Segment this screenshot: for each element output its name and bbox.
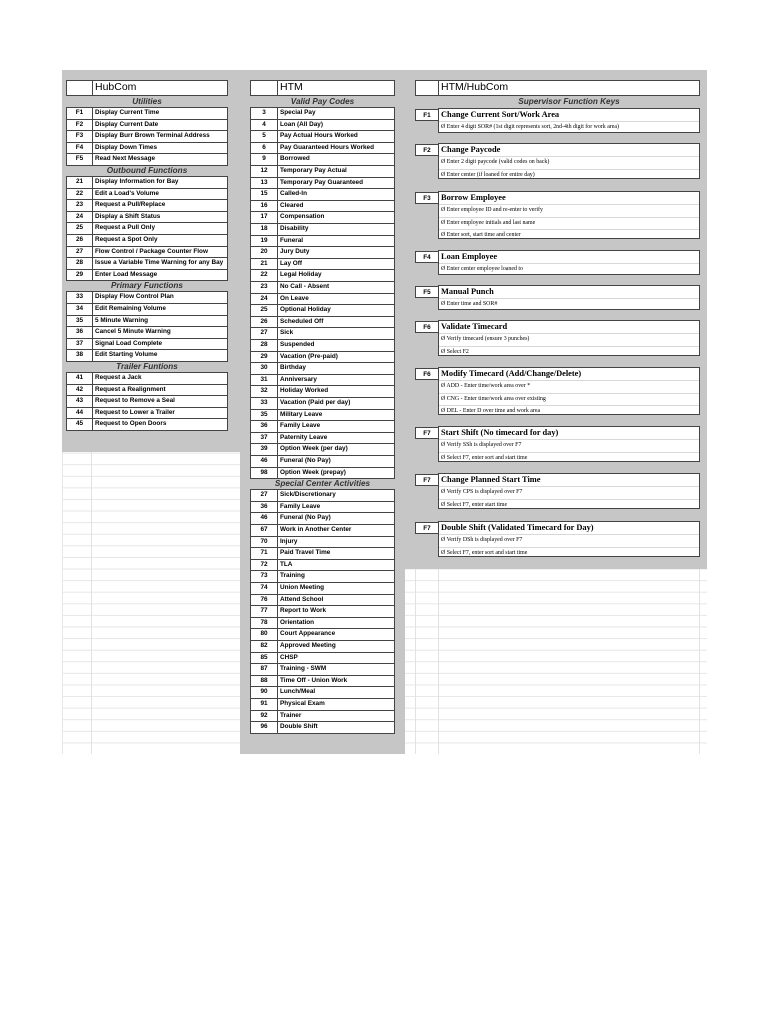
supervisor-item-step: Ø Enter employee ID and re-enter to verify xyxy=(439,204,699,217)
tbl-htm-code-cell: 23 xyxy=(250,281,278,294)
tbl-hubcom-desc-cell: Request a Pull Only xyxy=(92,222,228,235)
tbl-hubcom-code-cell: 29 xyxy=(66,269,93,282)
tbl-htm-desc-cell: Lay Off xyxy=(277,258,395,271)
tbl-hubcom-desc-cell: Read Next Message xyxy=(92,153,228,166)
supervisor-item-step: Ø Verify timecard (ensure 3 punches) xyxy=(439,333,699,346)
tbl-hubcom-desc-cell: Edit Remaining Volume xyxy=(92,303,228,316)
tbl-hubcom-code-cell: 27 xyxy=(66,246,93,259)
tbl-htm-code-cell: 5 xyxy=(250,130,278,143)
tbl-htm-desc-cell: CHSP xyxy=(277,652,395,665)
supervisor-item-title: Loan Employee xyxy=(441,252,498,261)
tbl-hubcom-section-heading: Utilities xyxy=(132,97,162,106)
supervisor-item-step: Ø Verify CPS is displayed over F7 xyxy=(439,486,699,499)
tbl-htm-desc-cell: Suspended xyxy=(277,339,395,352)
tbl-htm-desc-cell: Vacation (Pre-paid) xyxy=(277,351,395,364)
tbl-hubcom-desc-cell: Display Burr Brown Terminal Address xyxy=(92,130,228,143)
tbl-hubcom-code-cell: 37 xyxy=(66,338,93,351)
supervisor-item-panel xyxy=(438,367,700,415)
supervisor-item-step: Ø DEL - Enter D over time and work area xyxy=(439,405,699,418)
tbl-htm-desc-cell: Funeral xyxy=(277,235,395,248)
tbl-hubcom-section-heading: Primary Functions xyxy=(111,281,183,291)
supervisor-item-panel xyxy=(438,320,700,356)
tbl-hubcom-code-cell: F1 xyxy=(66,107,93,120)
tbl-htm-code-cell: 35 xyxy=(250,409,278,422)
tbl-htm-section-heading: Special Center Activities xyxy=(274,479,371,489)
tbl-htm-code-cell: 20 xyxy=(250,246,278,259)
tbl-htm-desc-cell: Borrowed xyxy=(277,153,395,166)
tbl-htm-code-cell: 6 xyxy=(250,142,278,155)
tbl-htm-desc-cell: Double Shift xyxy=(277,721,395,734)
supervisor-item-panel xyxy=(438,285,700,310)
tbl-hubcom-code-cell: F3 xyxy=(66,130,93,143)
function-key-f6[interactable]: F6 xyxy=(415,321,439,333)
tbl-htm-desc-cell: Pay Guaranteed Hours Worked xyxy=(277,142,395,155)
tbl-hubcom-desc-cell: Request to Remove a Seal xyxy=(92,395,228,408)
supervisor-header-blank xyxy=(415,80,439,96)
supervisor-section-heading: Supervisor Function Keys xyxy=(518,97,620,106)
supervisor-title: HTM/HubCom xyxy=(438,80,700,96)
tbl-hubcom-desc-cell: Signal Load Complete xyxy=(92,338,228,351)
tbl-hubcom-code-cell: 33 xyxy=(66,291,93,304)
supervisor-item-step: Ø CNG - Enter time/work area over existing xyxy=(439,393,699,406)
tbl-htm-code-cell: 78 xyxy=(250,617,278,630)
tbl-htm-code-cell: 13 xyxy=(250,177,278,190)
supervisor-item-step: Ø Verify DSh is displayed over F7 xyxy=(439,534,699,547)
tbl-htm-desc-cell: Union Meeting xyxy=(277,582,395,595)
tbl-htm-code-cell: 21 xyxy=(250,258,278,271)
tbl-htm-code-cell: 32 xyxy=(250,385,278,398)
tbl-hubcom-code-cell: 24 xyxy=(66,211,93,224)
tbl-htm-desc-cell: Holiday Worked xyxy=(277,385,395,398)
tbl-htm-code-cell: 76 xyxy=(250,594,278,607)
tbl-htm-desc-cell: Option Week (per day) xyxy=(277,443,395,456)
function-key-f3[interactable]: F3 xyxy=(415,192,439,204)
supervisor-item-step: Ø Verify SSh is displayed over F7 xyxy=(439,439,699,452)
tbl-hubcom-desc-cell: Request a Realignment xyxy=(92,384,228,397)
tbl-hubcom-desc-cell: Request a Pull/Replace xyxy=(92,199,228,212)
tbl-hubcom-header-blank xyxy=(66,80,93,96)
tbl-htm-desc-cell: Sick/Discretionary xyxy=(277,489,395,502)
tbl-htm-code-cell: 46 xyxy=(250,455,278,468)
tbl-hubcom-desc-cell: Display Down Times xyxy=(92,142,228,155)
supervisor-item-panel xyxy=(438,191,700,239)
tbl-htm-code-cell: 96 xyxy=(250,721,278,734)
supervisor-item-step: Ø Select F2 xyxy=(439,346,699,359)
tbl-htm-code-cell: 39 xyxy=(250,443,278,456)
tbl-htm-code-cell: 77 xyxy=(250,605,278,618)
tbl-htm-desc-cell: TLA xyxy=(277,559,395,572)
tbl-hubcom-code-cell: 35 xyxy=(66,315,93,328)
tbl-hubcom-code-cell: F2 xyxy=(66,119,93,132)
tbl-htm-code-cell: 88 xyxy=(250,675,278,688)
tbl-htm-code-cell: 80 xyxy=(250,628,278,641)
tbl-htm-section-heading: Valid Pay Codes xyxy=(290,97,355,106)
tbl-htm-code-cell: 46 xyxy=(250,512,278,525)
tbl-htm-code-cell: 24 xyxy=(250,293,278,306)
supervisor-item-panel xyxy=(438,521,700,557)
tbl-htm-desc-cell: Cleared xyxy=(277,200,395,213)
tbl-hubcom-code-cell: 45 xyxy=(66,418,93,431)
tbl-htm-code-cell: 26 xyxy=(250,316,278,329)
tbl-htm-desc-cell: Legal Holiday xyxy=(277,269,395,282)
tbl-htm-code-cell: 87 xyxy=(250,663,278,676)
tbl-hubcom-desc-cell: Display Current Time xyxy=(92,107,228,120)
tbl-htm-desc-cell: Paid Travel Time xyxy=(277,547,395,560)
tbl-hubcom-code-cell: 23 xyxy=(66,199,93,212)
tbl-htm-code-cell: 29 xyxy=(250,351,278,364)
tbl-htm-desc-cell: Time Off - Union Work xyxy=(277,675,395,688)
supervisor-item-title: Change Planned Start Time xyxy=(441,475,541,484)
function-key-f6[interactable]: F6 xyxy=(415,368,439,380)
tbl-hubcom-desc-cell: Enter Load Message xyxy=(92,269,228,282)
tbl-hubcom-desc-cell: Cancel 5 Minute Warning xyxy=(92,326,228,339)
tbl-hubcom-desc-cell: Request to Lower a Trailer xyxy=(92,407,228,420)
tbl-htm-code-cell: 72 xyxy=(250,559,278,572)
tbl-hubcom-code-cell: 43 xyxy=(66,395,93,408)
supervisor-item-step: Ø ADD - Enter time/work area over * xyxy=(439,380,699,393)
tbl-htm-desc-cell: Temporary Pay Guaranteed xyxy=(277,177,395,190)
supervisor-item-panel xyxy=(438,473,700,509)
tbl-htm-code-cell: 98 xyxy=(250,467,278,480)
tbl-htm-code-cell: 9 xyxy=(250,153,278,166)
tbl-htm-desc-cell: Loan (All Day) xyxy=(277,119,395,132)
tbl-htm-code-cell: 22 xyxy=(250,269,278,282)
tbl-hubcom-desc-cell: Issue a Variable Time Warning for any Bay xyxy=(92,257,228,270)
tbl-htm-code-cell: 33 xyxy=(250,397,278,410)
tbl-hubcom-code-cell: 44 xyxy=(66,407,93,420)
spreadsheet xyxy=(62,70,707,754)
tbl-htm-desc-cell: Jury Duty xyxy=(277,246,395,259)
supervisor-item-step: Ø Enter center (if loaned for entire day) xyxy=(439,169,699,182)
tbl-hubcom-desc-cell: Display Information for Bay xyxy=(92,176,228,189)
tbl-htm-desc-cell: Training - SWM xyxy=(277,663,395,676)
tbl-htm-code-cell: 25 xyxy=(250,304,278,317)
tbl-htm-code-cell: 27 xyxy=(250,327,278,340)
supervisor-item-panel xyxy=(438,143,700,179)
tbl-htm-desc-cell: Court Appearance xyxy=(277,628,395,641)
tbl-hubcom-code-cell: 28 xyxy=(66,257,93,270)
tbl-hubcom-code-cell: F5 xyxy=(66,153,93,166)
supervisor-item-panel xyxy=(438,250,700,275)
tbl-htm-desc-cell: Military Leave xyxy=(277,409,395,422)
tbl-htm-code-cell: 92 xyxy=(250,710,278,723)
tbl-htm-desc-cell: Birthday xyxy=(277,362,395,375)
tbl-htm-desc-cell: Approved Meeting xyxy=(277,640,395,653)
supervisor-item-title: Double Shift (Validated Timecard for Day) xyxy=(441,523,594,532)
tbl-htm-code-cell: 70 xyxy=(250,536,278,549)
tbl-hubcom-code-cell: 22 xyxy=(66,188,93,201)
tbl-htm-code-cell: 90 xyxy=(250,686,278,699)
function-key-f1[interactable]: F1 xyxy=(415,109,439,121)
supervisor-item-step: Ø Enter sort, start time and center xyxy=(439,229,699,242)
tbl-hubcom-code-cell: 36 xyxy=(66,326,93,339)
tbl-htm-desc-cell: Called-In xyxy=(277,188,395,201)
supervisor-item-title: Change Current Sort/Work Area xyxy=(441,110,560,119)
tbl-htm-code-cell: 36 xyxy=(250,420,278,433)
supervisor-item-title: Manual Punch xyxy=(441,287,494,296)
tbl-htm-code-cell: 3 xyxy=(250,107,278,120)
supervisor-item-step: Ø Enter time and SOR# xyxy=(439,298,699,311)
tbl-hubcom-code-cell: 25 xyxy=(66,222,93,235)
supervisor-item-title: Change Paycode xyxy=(441,145,501,154)
tbl-htm-desc-cell: No Call - Absent xyxy=(277,281,395,294)
tbl-htm-title: HTM xyxy=(277,80,395,96)
function-key-f4[interactable]: F4 xyxy=(415,251,439,263)
tbl-htm-code-cell: 16 xyxy=(250,200,278,213)
tbl-hubcom-code-cell: 26 xyxy=(66,234,93,247)
tbl-htm-code-cell: 36 xyxy=(250,501,278,514)
tbl-htm-code-cell: 18 xyxy=(250,223,278,236)
supervisor-item-title: Start Shift (No timecard for day) xyxy=(441,428,559,437)
tbl-hubcom-desc-cell: Edit Starting Volume xyxy=(92,349,228,362)
supervisor-item-step: Ø Enter center employee loaned to xyxy=(439,263,699,276)
tbl-hubcom-section-heading: Trailer Funtions xyxy=(116,362,178,371)
tbl-htm-desc-cell: Sick xyxy=(277,327,395,340)
tbl-hubcom-desc-cell: Request a Jack xyxy=(92,372,228,385)
tbl-hubcom-desc-cell: Request to Open Doors xyxy=(92,418,228,431)
tbl-htm-desc-cell: Optional Holiday xyxy=(277,304,395,317)
tbl-htm-desc-cell: Special Pay xyxy=(277,107,395,120)
tbl-hubcom-code-cell: 34 xyxy=(66,303,93,316)
tbl-htm-code-cell: 73 xyxy=(250,570,278,583)
supervisor-item-step: Ø Select F7, enter start time xyxy=(439,499,699,512)
tbl-hubcom-desc-cell: Edit a Load's Volume xyxy=(92,188,228,201)
tbl-htm-code-cell: 71 xyxy=(250,547,278,560)
function-key-f2[interactable]: F2 xyxy=(415,144,439,156)
tbl-htm-code-cell: 19 xyxy=(250,235,278,248)
tbl-htm-desc-cell: Disability xyxy=(277,223,395,236)
supervisor-item-step: Ø Select F7, enter sort and start time xyxy=(439,452,699,465)
tbl-htm-desc-cell: Physical Exam xyxy=(277,698,395,711)
tbl-hubcom-desc-cell: Display Flow Control Plan xyxy=(92,291,228,304)
tbl-hubcom-desc-cell: Display Current Date xyxy=(92,119,228,132)
tbl-htm-code-cell: 17 xyxy=(250,211,278,224)
tbl-htm-desc-cell: Anniversary xyxy=(277,374,395,387)
tbl-hubcom-section-heading: Outbound Functions xyxy=(106,166,188,175)
tbl-htm-code-cell: 27 xyxy=(250,489,278,502)
tbl-htm-desc-cell: Funeral (No Pay) xyxy=(277,512,395,525)
tbl-htm-desc-cell: Vacation (Paid per day) xyxy=(277,397,395,410)
tbl-htm-desc-cell: Compensation xyxy=(277,211,395,224)
tbl-htm-code-cell: 30 xyxy=(250,362,278,375)
tbl-htm-desc-cell: Report to Work xyxy=(277,605,395,618)
function-key-f7[interactable]: F7 xyxy=(415,427,439,439)
function-key-f7[interactable]: F7 xyxy=(415,522,439,534)
tbl-htm-desc-cell: Option Week (prepay) xyxy=(277,467,395,480)
tbl-htm-desc-cell: On Leave xyxy=(277,293,395,306)
supervisor-item-title: Validate Timecard xyxy=(441,322,508,331)
tbl-htm-code-cell: 82 xyxy=(250,640,278,653)
tbl-htm-code-cell: 91 xyxy=(250,698,278,711)
supervisor-item-panel xyxy=(438,108,700,133)
supervisor-item-step: Ø Enter employee initials and last name xyxy=(439,217,699,230)
tbl-htm-desc-cell: Funeral (No Pay) xyxy=(277,455,395,468)
tbl-htm-code-cell: 85 xyxy=(250,652,278,665)
tbl-htm-code-cell: 37 xyxy=(250,432,278,445)
tbl-htm-desc-cell: Attend School xyxy=(277,594,395,607)
supervisor-item-title: Modify Timecard (Add/Change/Delete) xyxy=(441,369,582,378)
tbl-htm-header-blank xyxy=(250,80,278,96)
tbl-hubcom-desc-cell: Request a Spot Only xyxy=(92,234,228,247)
function-key-f5[interactable]: F5 xyxy=(415,286,439,298)
tbl-htm-desc-cell: Paternity Leave xyxy=(277,432,395,445)
tbl-htm-code-cell: 15 xyxy=(250,188,278,201)
supervisor-item-title: Borrow Employee xyxy=(441,193,506,202)
tbl-htm-desc-cell: Lunch/Meal xyxy=(277,686,395,699)
tbl-hubcom-code-cell: 42 xyxy=(66,384,93,397)
tbl-hubcom-code-cell: 21 xyxy=(66,176,93,189)
tbl-htm-code-cell: 74 xyxy=(250,582,278,595)
tbl-hubcom-desc-cell: Flow Control / Package Counter Flow xyxy=(92,246,228,259)
supervisor-item-step: Ø Enter 2 digit paycode (valid codes on back) xyxy=(439,156,699,169)
tbl-htm-desc-cell: Work in Another Center xyxy=(277,524,395,537)
tbl-htm-code-cell: 12 xyxy=(250,165,278,178)
tbl-htm-desc-cell: Injury xyxy=(277,536,395,549)
tbl-hubcom-desc-cell: Display a Shift Status xyxy=(92,211,228,224)
tbl-htm-desc-cell: Family Leave xyxy=(277,501,395,514)
tbl-htm-desc-cell: Orientation xyxy=(277,617,395,630)
tbl-htm-code-cell: 67 xyxy=(250,524,278,537)
tbl-hubcom-code-cell: 41 xyxy=(66,372,93,385)
tbl-htm-code-cell: 28 xyxy=(250,339,278,352)
tbl-hubcom-desc-cell: 5 Minute Warning xyxy=(92,315,228,328)
tbl-htm-desc-cell: Training xyxy=(277,570,395,583)
tbl-htm-desc-cell: Scheduled Off xyxy=(277,316,395,329)
function-key-f7[interactable]: F7 xyxy=(415,474,439,486)
tbl-hubcom-title: HubCom xyxy=(92,80,228,96)
supervisor-item-panel xyxy=(438,426,700,462)
tbl-htm-code-cell: 31 xyxy=(250,374,278,387)
tbl-htm-desc-cell: Family Leave xyxy=(277,420,395,433)
tbl-htm-desc-cell: Trainer xyxy=(277,710,395,723)
tbl-htm-code-cell: 4 xyxy=(250,119,278,132)
tbl-htm-desc-cell: Temporary Pay Actual xyxy=(277,165,395,178)
tbl-hubcom-code-cell: F4 xyxy=(66,142,93,155)
tbl-hubcom-code-cell: 38 xyxy=(66,349,93,362)
supervisor-item-step: Ø Select F7, enter sort and start time xyxy=(439,547,699,560)
tbl-htm-desc-cell: Pay Actual Hours Worked xyxy=(277,130,395,143)
supervisor-item-step: Ø Enter 4 digit SOR# (1st digit represents sort, 2nd-4th digit for work area) xyxy=(439,121,699,134)
